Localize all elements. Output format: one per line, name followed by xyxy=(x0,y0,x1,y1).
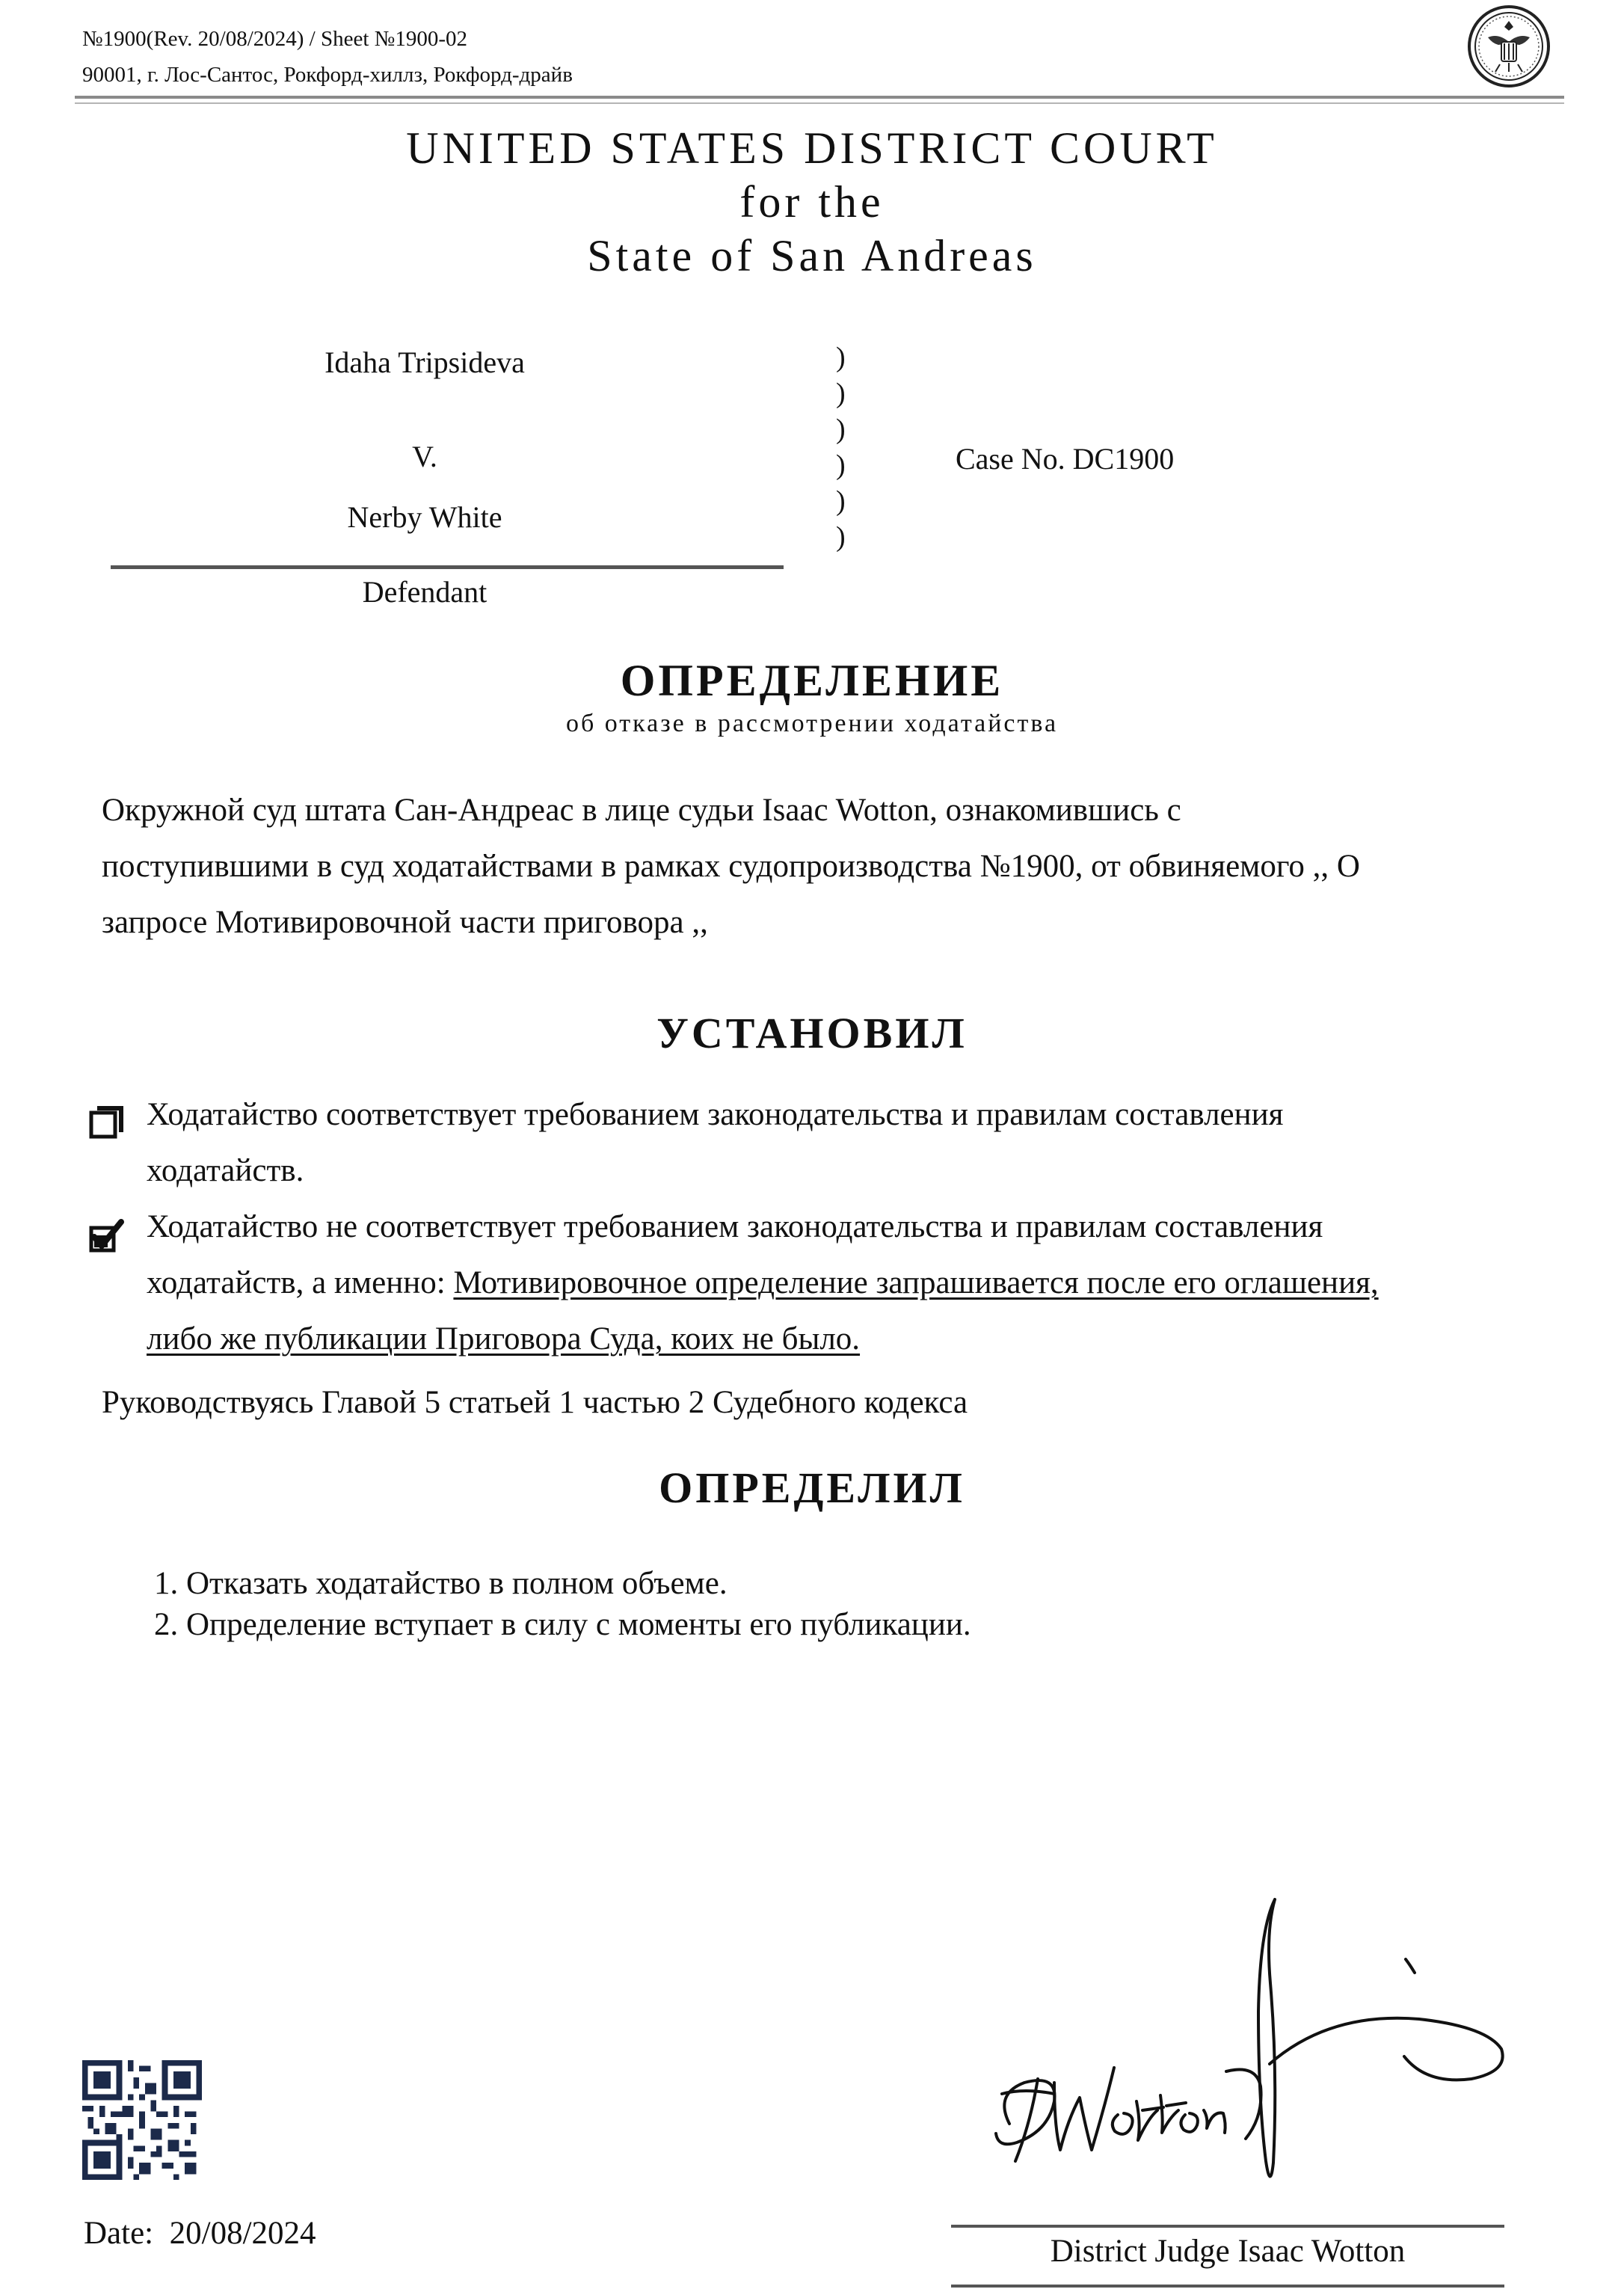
intro-line: поступившими в суд ходатайствами в рамках судопроизводства №1900, от обвиняемого ,, О xyxy=(102,849,1360,884)
date-line xyxy=(84,2215,316,2252)
document-subtitle: об отказе в рассмотрении ходатайства xyxy=(565,710,1059,737)
defendant-label: Defendant xyxy=(362,575,487,609)
judge-name: District Judge Isaac Wotton xyxy=(1050,2234,1406,2269)
court-address: 90001, г. Лос-Сантос, Рокфорд-хиллз, Рокфорд-драйв xyxy=(82,63,573,87)
court-title: UNITED STATES DISTRICT COURT xyxy=(406,123,1218,173)
signature-line xyxy=(951,2225,1504,2228)
decision-item: 1. Отказать ходатайство в полном объеме. xyxy=(154,1566,728,1601)
caption-paren: ) xyxy=(836,342,846,373)
decided-heading: ОПРЕДЕЛИЛ xyxy=(659,1463,965,1512)
handwritten-signature xyxy=(957,1877,1518,2213)
qr-code-icon xyxy=(82,2060,202,2180)
date-label: Date: xyxy=(84,2216,154,2251)
unchecked-box-icon xyxy=(88,1105,124,1141)
date-value: 20/08/2024 xyxy=(169,2216,316,2251)
caption-paren: ) xyxy=(836,414,846,445)
option-noncompliant-line2 xyxy=(147,1255,1552,1311)
document-title: ОПРЕДЕЛЕНИЕ xyxy=(620,656,1004,705)
legal-basis: Руководствуясь Главой 5 статьей 1 частью 2 Судебного кодекса xyxy=(102,1385,968,1420)
caption-divider xyxy=(111,565,784,569)
court-state: State of San Andreas xyxy=(587,231,1037,280)
rejection-reason-cont: либо же публикации Приговора Суда, коих не было. xyxy=(147,1321,861,1357)
header-divider-thin xyxy=(75,102,1564,104)
option-noncompliant-line3 xyxy=(147,1311,1552,1367)
intro-line: Окружной суд штата Сан-Андреас в лице судьи Isaac Wotton, ознакомившись с xyxy=(102,793,1181,828)
caption-paren: ) xyxy=(836,449,846,481)
established-heading: УСТАНОВИЛ xyxy=(656,1009,968,1057)
intro-line: запросе Мотивировочной части приговора ,, xyxy=(102,905,708,940)
defendant-name: Nerby White xyxy=(347,500,502,534)
header-divider xyxy=(75,96,1564,99)
form-number: №1900(Rev. 20/08/2024) / Sheet №1900-02 xyxy=(82,27,467,51)
plaintiff-name: Idaha Tripsideva xyxy=(325,345,525,379)
signature-underline xyxy=(951,2285,1504,2288)
case-number: Case No. DC1900 xyxy=(956,442,1175,476)
caption-paren: ) xyxy=(836,378,846,409)
option-noncompliant-prefix: ходатайств, а именно: xyxy=(147,1265,454,1300)
court-for-the: for the xyxy=(739,177,885,227)
option-compliant-line: Ходатайство соответствует требованием законодательства и правилам составления xyxy=(147,1097,1284,1132)
caption-paren: ) xyxy=(836,485,846,517)
option-compliant-line: ходатайств. xyxy=(147,1153,304,1188)
court-seal-icon xyxy=(1467,4,1551,88)
versus-label: V. xyxy=(412,440,437,473)
checked-box-icon xyxy=(88,1219,124,1255)
rejection-reason: Мотивировочное определение запрашивается после его оглашения, xyxy=(453,1265,1379,1300)
decision-item: 2. Определение вступает в силу с моменты его публикации. xyxy=(154,1607,971,1642)
option-noncompliant-line: Ходатайство не соответствует требованием законодательства и правилам составления xyxy=(147,1209,1323,1244)
caption-paren: ) xyxy=(836,521,846,553)
